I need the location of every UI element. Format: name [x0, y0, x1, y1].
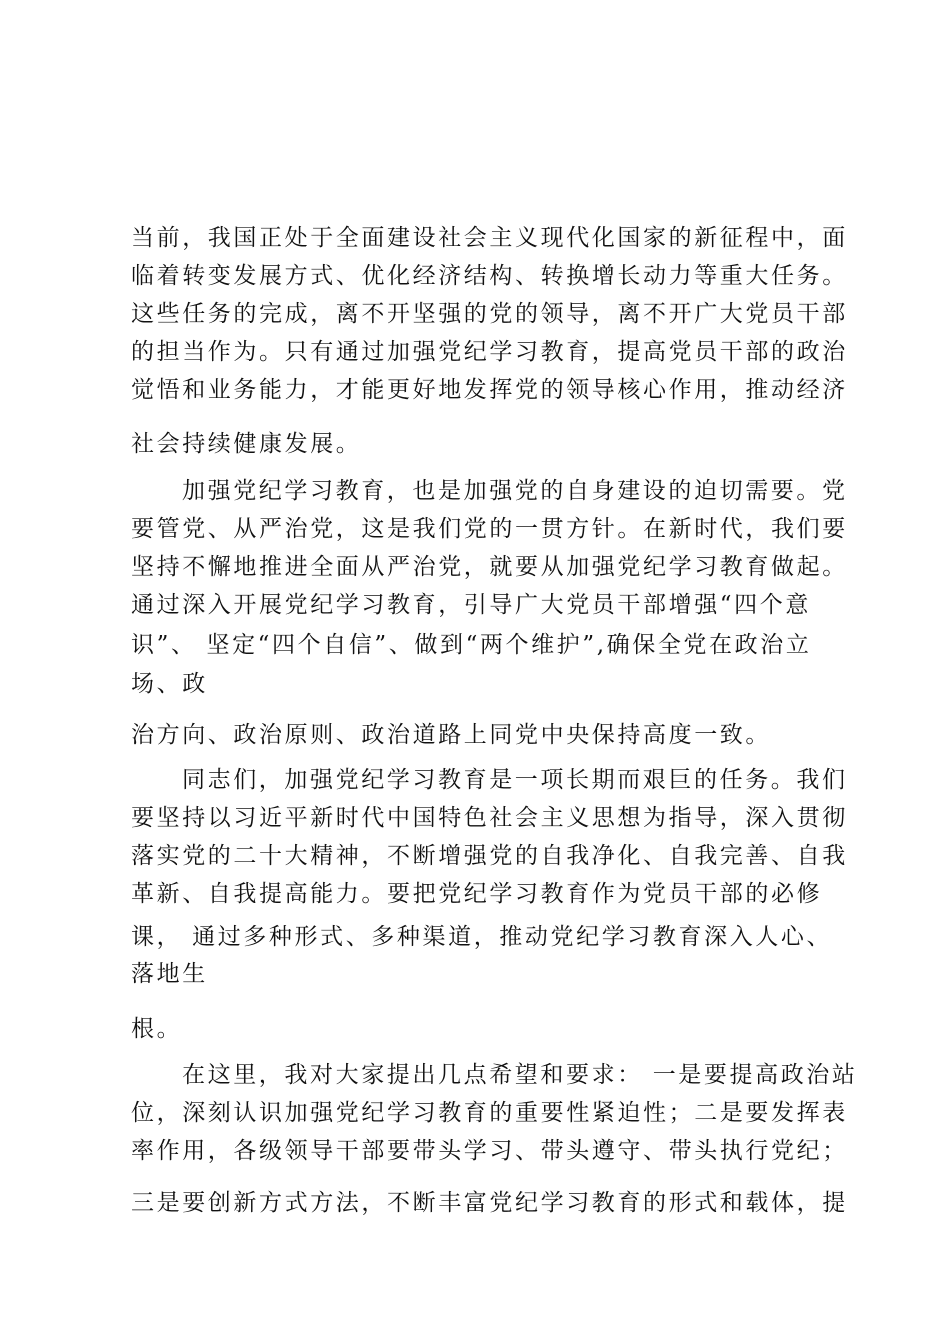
text-line: 率作用，各级领导干部要带头学习、带头遵守、带头执行党纪； [131, 1138, 848, 1164]
text-line: 社会持续健康发展。 [131, 431, 362, 457]
text-line: 三是要创新方式方法，不断丰富党纪学习教育的形式和载体，提 [131, 1190, 848, 1216]
text-line: 觉悟和业务能力，才能更好地发挥党的领导核心作用，推动经济 [131, 377, 848, 403]
text-line: 要坚持以习近平新时代中国特色社会主义思想为指导，深入贯彻 [131, 805, 848, 831]
text-line: 位，深刻认识加强党纪学习教育的重要性紧迫性；二是要发挥表 [131, 1100, 848, 1126]
text-line: 落地生 [131, 961, 208, 987]
text-line: 革新、自我提高能力。要把党纪学习教育作为党员干部的必修 [131, 881, 823, 907]
text-line: 的担当作为。只有通过加强党纪学习教育，提高党员干部的政治 [131, 339, 848, 365]
text-line: 场、政 [131, 671, 208, 697]
text-line: 临着转变发展方式、优化经济结构、转换增长动力等重大任务。 [131, 263, 848, 289]
paragraph-first-line: 加强党纪学习教育，也是加强党的自身建设的迫切需要。党 [182, 478, 848, 504]
text-line: 落实党的二十大精神，不断增强党的自我净化、自我完善、自我 [131, 843, 848, 869]
text-line: 要管党、从严治党，这是我们党的一贯方针。在新时代，我们要 [131, 516, 848, 542]
text-line: 坚持不懈地推进全面从严治党，就要从加强党纪学习教育做起。 [131, 554, 848, 580]
text-line: 通过深入开展党纪学习教育，引导广大党员干部增强“四个意 [131, 592, 811, 618]
text-line: 根。 [131, 1016, 183, 1042]
paragraph-first-line: 同志们，加强党纪学习教育是一项长期而艰巨的任务。我们 [182, 767, 848, 793]
text-line: 治方向、政治原则、政治道路上同党中央保持高度一致。 [131, 722, 771, 748]
paragraph-first-line: 在这里，我对大家提出几点希望和要求： 一是要提高政治站 [182, 1062, 858, 1088]
text-line: 课， 通过多种形式、多种渠道，推动党纪学习教育深入人心、 [131, 924, 833, 950]
text-line: 当前，我国正处于全面建设社会主义现代化国家的新征程中，面 [131, 225, 848, 251]
text-line: 识”、 坚定“四个自信”、做到“两个维护”,确保全党在政治立 [131, 632, 812, 658]
text-line: 这些任务的完成，离不开坚强的党的领导，离不开广大党员干部 [131, 301, 848, 327]
